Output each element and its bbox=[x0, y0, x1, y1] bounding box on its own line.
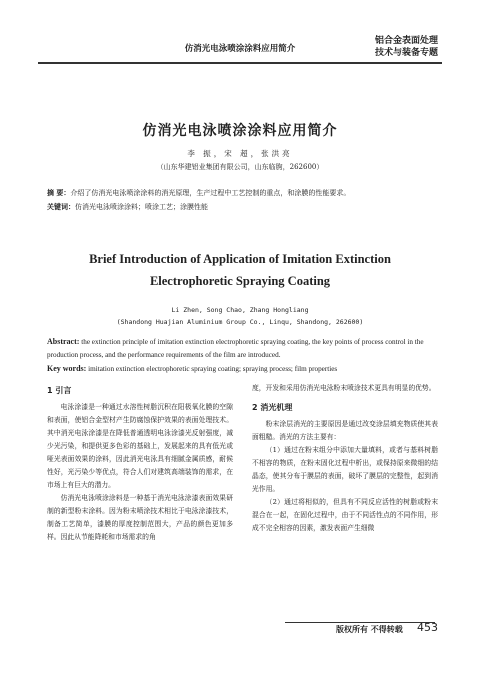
paper-title-en: Brief Introduction of Application of Imitation Extinction Electrophoretic Spraying Coating bbox=[89, 252, 391, 288]
keywords-zh bbox=[47, 200, 447, 214]
abstract-zh-label: 摘 要： bbox=[47, 188, 71, 197]
copyright-notice: 版权所有 不得转载 bbox=[336, 625, 403, 634]
abstract-zh-text: 介绍了仿消光电泳喷涂涂料的消光原理，生产过程中工艺控制的重点，和涂膜的性能要求。 bbox=[70, 189, 351, 197]
paper-title-zh: 仿消光电泳喷涂涂料应用简介 bbox=[142, 123, 338, 139]
affiliation-zh: （山东华建铝业集团有限公司，山东临朐，262600） bbox=[156, 163, 324, 171]
authors-en: Li Zhen, Song Chao, Zhang Hongliang bbox=[171, 306, 309, 314]
section-1-heading: 1 引言 bbox=[47, 386, 72, 395]
right-para-1: 粉末涂层消光的主要原因是通过改变涂层填充物质使其表面粗糙。消光的方法主要有： bbox=[252, 420, 438, 441]
authors-zh: 李 振，宋 超，张洪亮 bbox=[187, 149, 293, 158]
journal-line-2: 技术与装备专题 bbox=[374, 48, 438, 58]
abstract-en bbox=[47, 335, 442, 362]
keywords-en-label: Key words: bbox=[47, 364, 87, 373]
footer-rule bbox=[285, 622, 435, 623]
right-column bbox=[252, 382, 438, 535]
abstract-en-block bbox=[47, 335, 442, 376]
page-number: 453 bbox=[417, 621, 438, 634]
left-column bbox=[47, 382, 233, 544]
journal-section bbox=[375, 35, 438, 59]
keywords-en bbox=[47, 362, 442, 376]
abstract-en-label: Abstract: bbox=[47, 337, 80, 346]
abstract-zh bbox=[47, 186, 447, 200]
right-para-3: （2）通过将相似的，但具有不同反应活性的树脂或粉末混合在一起，在固化过程中，由于不同活性点的不同作用，形成不完全相容的因素，激发表面产生细微 bbox=[252, 498, 438, 532]
keywords-en-text: imitation extinction electrophoretic spraying coating; spraying process; film properties bbox=[88, 365, 338, 373]
right-para-cont: 度，开发和采用仿消光电泳粉末喷涂技术更具有明显的优势。 bbox=[252, 384, 436, 392]
journal-line-1: 铝合金表面处理 bbox=[374, 36, 438, 46]
header-rule bbox=[38, 62, 442, 64]
keywords-zh-text: 仿消光电泳喷涂涂料；喷涂工艺；涂膜性能 bbox=[75, 203, 208, 211]
left-para-1: 电泳涂漆是一种通过水溶性树脂沉积在阳极氧化膜的空隙和表面，使铝合金型材产生防腐蚀保护效果的表面处理技术。其中消光电泳涂漆是在降低普通透明电泳涂漆光反射强度，减少光污染，和提供更多色彩的基础上，发展起来的具有低光或哑光表面效果的涂料，因此消光电泳具有细腻金属质感，耐候性好，光污染少等优点，符合人们对建筑高端装饰的需求，在市场上有巨大的潜力。 bbox=[47, 403, 233, 489]
keywords-zh-label: 关键词： bbox=[47, 202, 75, 211]
left-para-2: 仿消光电泳喷涂涂料是一种基于消光电泳涂漆表面效果研制的新型粉末涂料。因为粉末喷涂技术相比于电泳涂漆技术，制备工艺简单，漆膜的厚度控制范围大，产品的颜色更加多样。因此从节能降耗和市场需求的角 bbox=[47, 494, 233, 541]
abstract-zh-block bbox=[47, 186, 447, 214]
running-title: 仿消光电泳喷涂涂料应用简介 bbox=[184, 44, 296, 54]
abstract-en-text: the extinction principle of imitation extinction electrophoretic spraying coating, the key points of process control in the production process, and the performance requirements of the film are introduced. bbox=[47, 338, 424, 359]
right-para-2: （1）通过在粉末组分中添加大量填料，或者与基料树脂不相容的物质，在粉末固化过程中析出，或保持原来微细的结晶态，使其分布于膜层的表面，破坏了膜层的完整性，起到消光作用。 bbox=[252, 446, 438, 493]
affiliation-en: (Shandong Huajian Aluminium Group Co., Linqu, Shandong, 262600) bbox=[116, 318, 364, 326]
section-2-heading: 2 消光机理 bbox=[252, 403, 293, 412]
